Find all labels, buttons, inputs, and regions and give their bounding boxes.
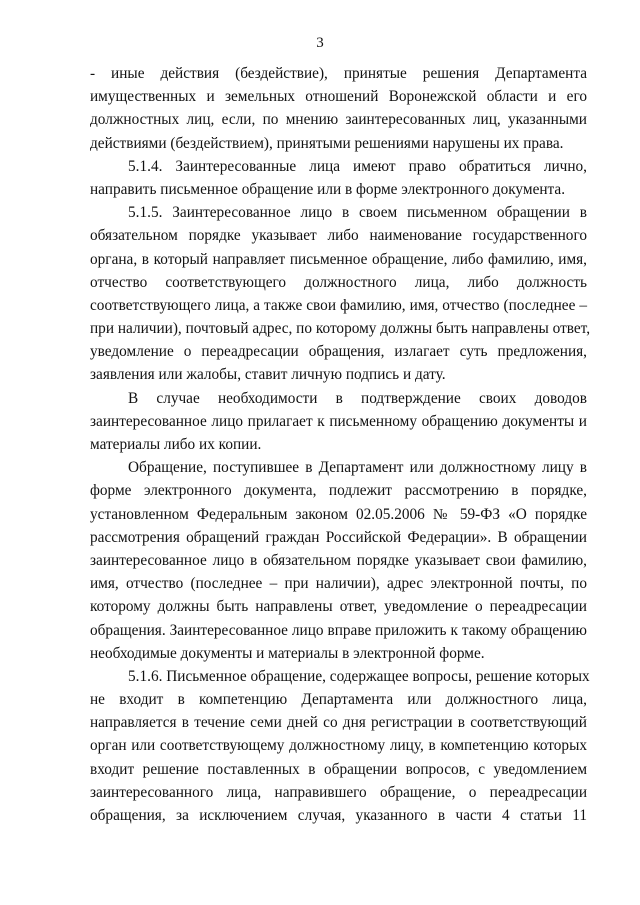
text-line: В случае необходимости в подтверждение своих доводов — [128, 389, 587, 407]
text-line: направляется в течение семи дней со дня регистрации в соответствующий — [90, 714, 587, 732]
text-line: 5.1.5. Заинтересованное лицо в своем письменном обращении в — [128, 204, 587, 222]
text-line: материалы либо их копии. — [90, 436, 262, 453]
text-line: заявления или жалобы, ставит личную подпись и дату. — [90, 366, 446, 384]
text-line: обращения, за исключением случая, указанного в части 4 статьи 11 — [90, 807, 587, 824]
text-line: заинтересованное лицо в обязательном порядке указывает свои фамилию, — [90, 551, 587, 569]
paragraph — [90, 201, 591, 387]
text-line: форме электронного документа, подлежит рассмотрению в порядке, — [90, 482, 587, 500]
text-line: направить письменное обращение или в форме электронного документа. — [90, 180, 566, 198]
text-line: соответствующего лица, а также свои фамилию, имя, отчество (последнее – — [90, 296, 587, 314]
text-line: обращения. Заинтересованное лицо вправе приложить к такому обращению — [90, 621, 587, 639]
text-line: входит решение поставленных в обращении вопросов, с уведомлением — [90, 760, 587, 778]
text-line: имущественных и земельных отношений Воронежской области и его — [90, 88, 587, 106]
text-line: органа, в который направляет письменное обращение, либо фамилию, имя, — [90, 250, 587, 268]
document-body — [90, 62, 591, 827]
page-number: 3 — [316, 35, 324, 51]
text-line: 5.1.4. Заинтересованные лица имеют право обратиться лично, — [128, 157, 587, 175]
text-line: обязательном порядке указывает либо наименование государственного — [90, 227, 587, 245]
paragraph — [90, 62, 587, 155]
text-line: которому должны быть направлены ответ, уведомление о переадресации — [90, 598, 587, 616]
text-line: должностных лиц, если, по мнению заинтересованных лиц, указанными — [90, 111, 587, 129]
text-line: рассмотрения обращений граждан Российской Федерации». В обращении — [90, 528, 587, 546]
text-line: - иные действия (бездействие), принятые решения Департамента — [90, 65, 587, 82]
paragraph — [90, 665, 590, 827]
text-line: отчество соответствующего должностного лица, либо должность — [90, 273, 587, 291]
text-line: орган или соответствующему должностному лицу, в компетенцию которых — [90, 737, 587, 755]
text-line: заинтересованное лицо прилагает к письменному обращению документы и — [90, 412, 587, 430]
text-line: 5.1.6. Письменное обращение, содержащее вопросы, решение которых — [128, 667, 590, 685]
paragraph — [90, 387, 587, 457]
text-line: необходимые документы и материалы в электронной форме. — [90, 644, 485, 662]
text-line: действиями (бездействием), принятыми решениями нарушены их права. — [90, 134, 564, 152]
paragraph — [90, 155, 587, 201]
text-line: Обращение, поступившее в Департамент или должностному лицу в — [128, 459, 587, 477]
paragraph — [90, 456, 587, 665]
text-line: при наличии), почтовый адрес, по которому должны быть направлены ответ, — [90, 320, 591, 338]
text-line: заинтересованного лица, направившего обращение, о переадресации — [90, 783, 587, 801]
text-line: установленном Федеральным законом 02.05.2006 № 59-ФЗ «О порядке — [90, 505, 587, 523]
text-line: уведомление о переадресации обращения, излагает суть предложения, — [90, 343, 587, 361]
text-line: не входит в компетенцию Департамента или должностного лица, — [90, 691, 587, 709]
text-line: имя, отчество (последнее – при наличии), адрес электронной почты, по — [90, 575, 587, 593]
